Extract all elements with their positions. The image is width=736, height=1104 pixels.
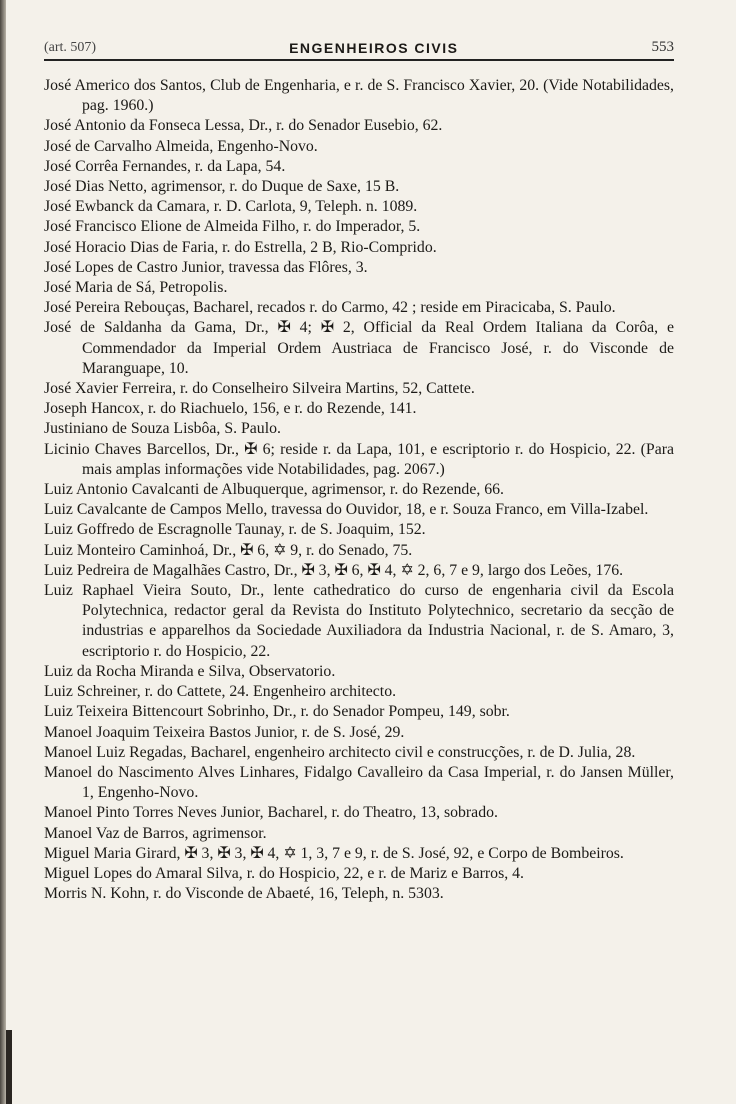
directory-entry: Luiz Antonio Cavalcanti de Albuquerque, agrimensor, r. do Rezende, 66. xyxy=(44,481,504,499)
directory-entry: José Corrêa Fernandes, r. da Lapa, 54. xyxy=(44,157,286,175)
directory-entry: José Francisco Elione de Almeida Filho, r. do Imperador, 5. xyxy=(44,218,421,236)
directory-entry: José Antonio da Fonseca Lessa, Dr., r. do Senador Eusebio, 62. xyxy=(44,117,443,135)
directory-entry: José Maria de Sá, Petropolis. xyxy=(44,279,228,297)
directory-entry: José Horacio Dias de Faria, r. do Estrella, 2 B, Rio-Comprido. xyxy=(44,238,437,256)
directory-entry: Luiz Goffredo de Escragnolle Taunay, r. de S. Joaquim, 152. xyxy=(44,521,426,539)
directory-entry: José Xavier Ferreira, r. do Conselheiro Silveira Martins, 52, Cattete. xyxy=(44,380,475,398)
binding-shadow xyxy=(6,1030,12,1104)
directory-entry: Manoel Joaquim Teixeira Bastos Junior, r. de S. José, 29. xyxy=(44,723,405,741)
directory-entry: Manoel Vaz de Barros, agrimensor. xyxy=(44,824,267,842)
page-number: 553 xyxy=(651,39,674,55)
directory-entry: José Pereira Rebouças, Bacharel, recados r. do Carmo, 42 ; reside em Piracicaba, S. Paulo. xyxy=(44,299,616,317)
entry-list xyxy=(44,76,674,904)
directory-entry: Luiz Schreiner, r. do Cattete, 24. Engenheiro architecto. xyxy=(44,683,397,701)
directory-entry: Luiz Teixeira Bittencourt Sobrinho, Dr., r. do Senador Pompeu, 149, sobr. xyxy=(44,703,510,721)
directory-entry: José Ewbanck da Camara, r. D. Carlota, 9, Teleph. n. 1089. xyxy=(44,198,418,216)
directory-entry: José de Saldanha da Gama, Dr., ✠ 4; ✠ 2, Official da Real Ordem Italiana da Corôa, e Commendador da Imperial Ordem Austriaca de Francisco José, r. do Visconde de Maranguape, 10. xyxy=(44,319,674,377)
section-title: ENGENHEIROS CIVIS xyxy=(289,40,459,56)
directory-entry: Luiz Raphael Vieira Souto, Dr., lente cathedratico do curso de engenharia civil da Escola Polytechnica, redactor geral da Revista do Instituto Polytechnico, secretario da secção de industrias e apparelhos da Sociedade Auxiliadora da Industria Nacional, r. de S. Amaro, 3, escriptorio r. do Hospicio, 22. xyxy=(44,582,674,660)
directory-entry: Licinio Chaves Barcellos, Dr., ✠ 6; reside r. da Lapa, 101, e escriptorio r. do Hospicio, 22. (Para mais amplas informações vide Notabilidades, pag. 2067.) xyxy=(44,440,674,478)
directory-entry: José Dias Netto, agrimensor, r. do Duque de Saxe, 15 B. xyxy=(44,178,400,196)
directory-entry: Joseph Hancox, r. do Riachuelo, 156, e r. do Rezende, 141. xyxy=(44,400,417,418)
directory-entry: Luiz Pedreira de Magalhães Castro, Dr., ✠ 3, ✠ 6, ✠ 4, ✡ 2, 6, 7 e 9, largo dos Leões, 176. xyxy=(44,561,624,579)
directory-entry: Luiz Cavalcante de Campos Mello, travessa do Ouvidor, 18, e r. Souza Franco, em Villa-Izabel. xyxy=(44,501,649,519)
directory-entry: Luiz Monteiro Caminhoá, Dr., ✠ 6, ✡ 9, r. do Senado, 75. xyxy=(44,541,413,559)
directory-entry: José Americo dos Santos, Club de Engenharia, e r. de S. Francisco Xavier, 20. (Vide Notabilidades, pag. 1960.) xyxy=(44,77,674,115)
directory-entry: José Lopes de Castro Junior, travessa das Flôres, 3. xyxy=(44,258,368,276)
directory-entry: Miguel Maria Girard, ✠ 3, ✠ 3, ✠ 4, ✡ 1, 3, 7 e 9, r. de S. José, 92, e Corpo de Bombeiros. xyxy=(44,844,624,862)
directory-entry: Justiniano de Souza Lisbôa, S. Paulo. xyxy=(44,420,281,438)
directory-entry: Morris N. Kohn, r. do Visconde de Abaeté, 16, Teleph, n. 5303. xyxy=(44,885,444,903)
directory-entry: Manoel Pinto Torres Neves Junior, Bacharel, r. do Theatro, 13, sobrado. xyxy=(44,804,498,822)
directory-entry: José de Carvalho Almeida, Engenho-Novo. xyxy=(44,137,318,155)
directory-entry: Luiz da Rocha Miranda e Silva, Observatorio. xyxy=(44,662,336,680)
directory-entry: Manoel do Nascimento Alves Linhares, Fidalgo Cavalleiro da Casa Imperial, r. do Jansen Müller, 1, Engenho-Novo. xyxy=(44,763,674,802)
article-reference: (art. 507) xyxy=(44,40,97,55)
directory-entry: Miguel Lopes do Amaral Silva, r. do Hospicio, 22, e r. de Mariz e Barros, 4. xyxy=(44,864,524,882)
page-binding-edge xyxy=(0,0,6,1104)
page-header xyxy=(44,33,674,61)
directory-entry: Manoel Luiz Regadas, Bacharel, engenheiro architecto civil e construcções, r. de D. Julia, 28. xyxy=(44,743,636,761)
